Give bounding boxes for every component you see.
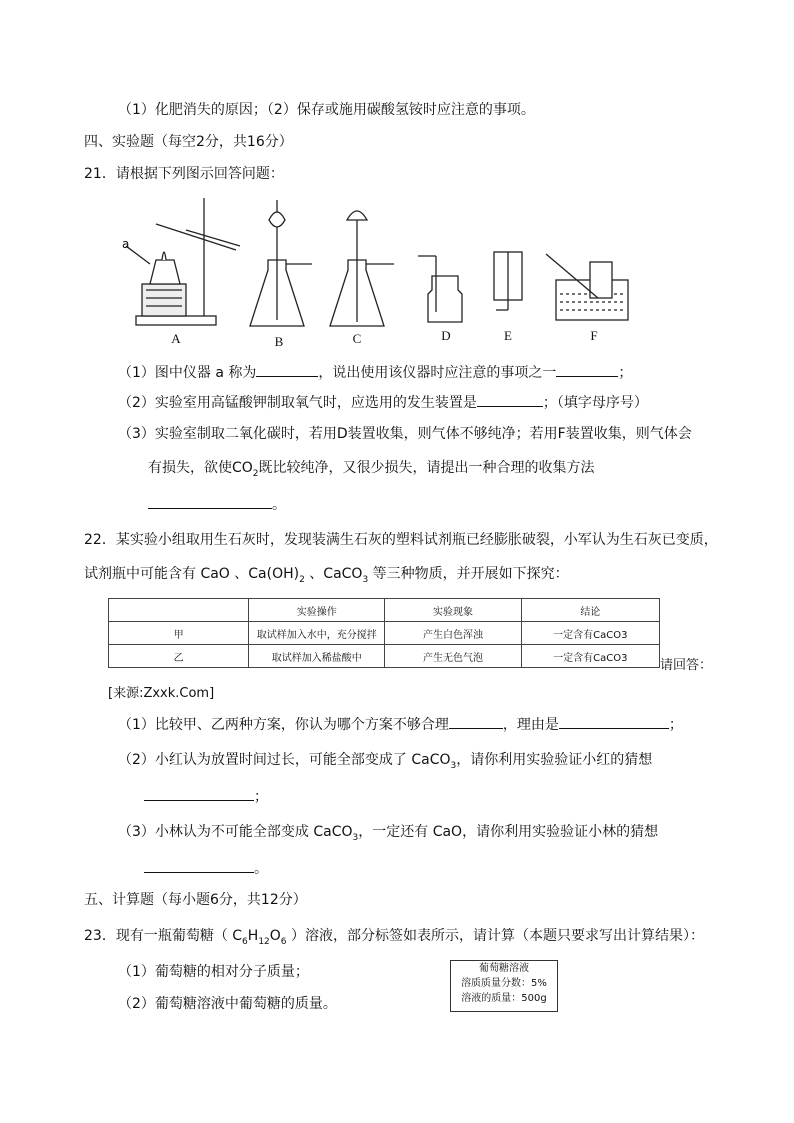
please-answer: 请回答：	[660, 658, 713, 673]
bottle-d	[428, 276, 462, 322]
q22-stem-line2: 试剂瓶中可能含有 CaO 、$Ca(OH)_2$ 、CaCO$_3$ 等三种物质，并开展如下探究：	[84, 566, 569, 585]
wood-block	[142, 284, 186, 316]
q21-part2: （2）实验室用高锰酸钾制取氧气时，应选用的发生装置是 ；（填字母序号）	[118, 392, 648, 413]
table-header: 实验操作	[249, 599, 385, 622]
lab-apparatus-figure	[122, 190, 656, 350]
label-line: 溶液的质量：500g	[461, 993, 547, 1004]
q20-tail: （1）化肥消失的原因；（2）保存或施用碳酸氢铵时应注意的事项。	[118, 102, 535, 118]
table-cell: 取试样加入稀盐酸中	[249, 645, 385, 668]
q21-part3-line3: 。	[148, 494, 286, 515]
apparatus-label: B	[274, 334, 284, 349]
q21-part1: （1）图中仪器 a 称为 ，说出使用该仪器时应注意的事项之一 ；	[118, 362, 632, 383]
section-5-heading: 五、计算题（每小题6分，共12分）	[84, 892, 307, 908]
answer-blank[interactable]	[449, 714, 503, 729]
label-title: 葡萄糖溶液	[479, 963, 529, 974]
stand-base	[136, 316, 216, 325]
apparatus-label: F	[590, 328, 598, 343]
table-header	[109, 599, 249, 622]
answer-blank[interactable]	[559, 714, 669, 729]
table-header: 实验现象	[385, 599, 521, 622]
table-header-row	[109, 599, 660, 622]
source-note: [来源:Zxxk.Com]	[108, 686, 215, 701]
table-cell: 一定含有CaCO3	[521, 622, 659, 645]
alcohol-lamp	[150, 260, 180, 284]
table-cell: 产生无色气泡	[385, 645, 521, 668]
section-4-heading: 四、实验题（每空2分，共16分）	[84, 134, 293, 150]
q22-stem-line1: 22．某实验小组取用生石灰时，发现装满生石灰的塑料试剂瓶已经膨胀破裂，小军认为生石灰已变质，	[84, 532, 718, 548]
q21-stem: 21．请根据下列图示回答问题：	[84, 166, 284, 182]
table-row	[109, 622, 660, 645]
table-cell: 乙	[109, 645, 249, 668]
apparatus-label-a: a	[122, 237, 130, 251]
label-line: 溶质质量分数：5%	[461, 978, 547, 989]
apparatus-label: E	[504, 328, 512, 343]
q23-part1: （1）葡萄糖的相对分子质量；	[118, 964, 309, 980]
answer-blank[interactable]	[477, 392, 543, 407]
table-cell: 产生白色浑浊	[385, 622, 521, 645]
table-row	[109, 645, 660, 668]
q23-part2: （2）葡萄糖溶液中葡萄糖的质量。	[118, 996, 337, 1012]
q22-part2: （2）小红认为放置时间过长，可能全部变成了 CaCO$_3$，请你利用实验验证小红的猜想	[118, 752, 653, 771]
apparatus-label: C	[352, 331, 362, 346]
answer-blank[interactable]	[144, 858, 254, 873]
q22-part3: （3）小林认为不可能全部变成 CaCO$_3$，一定还有 CaO，请你利用实验验证小林的猜想	[118, 824, 659, 843]
apparatus-label: A	[171, 331, 181, 346]
answer-blank[interactable]	[256, 362, 318, 377]
apparatus-label: D	[441, 328, 451, 343]
table-cell: 一定含有CaCO3	[521, 645, 659, 668]
table-cell: 取试样加入水中，充分搅拌	[249, 622, 385, 645]
answer-blank[interactable]	[148, 494, 272, 509]
table-cell: 甲	[109, 622, 249, 645]
glucose-label	[450, 960, 558, 1012]
answer-blank[interactable]	[144, 786, 254, 801]
q22-part2-answer: ；	[144, 786, 268, 807]
answer-blank[interactable]	[556, 362, 618, 377]
q22-part3-answer: 。	[144, 858, 268, 879]
q21-part3-line1: （3）实验室制取二氧化碳时，若用D装置收集，则气体不够纯净；若用F装置收集，则气体会	[118, 426, 692, 442]
q22-part1: （1）比较甲、乙两种方案，你认为哪个方案不够合理 ，理由是 ；	[118, 714, 683, 735]
q23-stem: 23．现有一瓶葡萄糖（ $C_6H_{12}O_6$ ）溶液，部分标签如表所示，请计算（本题只要求写出计算结果）：	[84, 928, 704, 947]
table-header: 结论	[521, 599, 659, 622]
experiment-table	[108, 598, 660, 668]
q21-part3-line2: 有损失，欲使$CO_2$既比较纯净，又很少损失，请提出一种合理的收集方法	[148, 460, 595, 479]
